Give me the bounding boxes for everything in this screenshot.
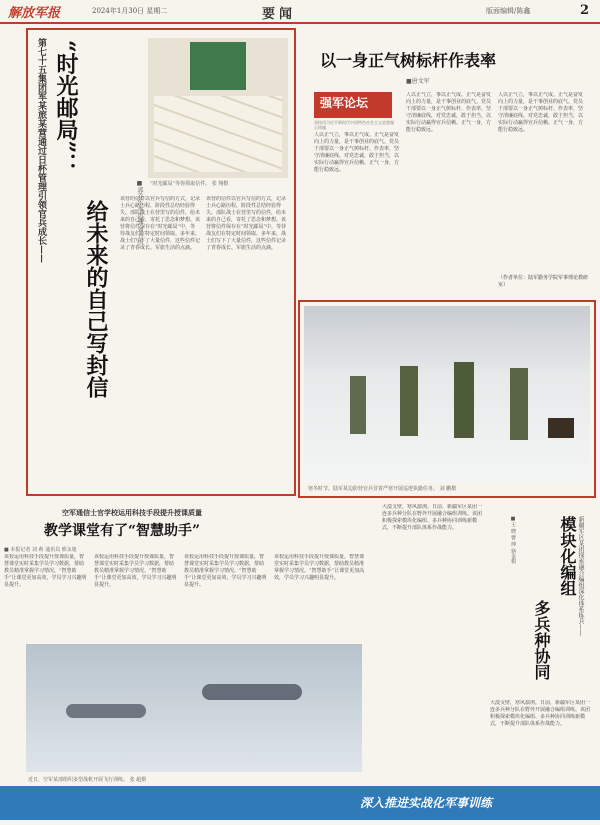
story1-photo bbox=[148, 38, 288, 178]
story4-photo-caption: 近日，空军某部组织多型战机开展飞行训练。 张 超摄 bbox=[28, 777, 147, 783]
story5-subhead: 新疆军区某团探索融合编组深化体系练兵—— bbox=[577, 516, 584, 636]
story5-body-col2: 大漠戈壁，寒风凛冽。日前，新疆军区某团一连多兵种分队在野外开展融合编组训练。该团积极探索模块化编组、多兵种协同训练新模式，不断提升部队体系作战能力。 bbox=[490, 700, 591, 727]
story1-photo-caption: “时光邮局”等你领取信件。 张 翔摄 bbox=[150, 181, 229, 187]
story1-headline-2: 给未来的自己写封信 bbox=[83, 200, 109, 398]
story2-body-col1: 人以正气立，事以正气成。正气是奋发向上的力量，是干事创业的底气。党员干部要以一身正气树标杆、作表率，坚守清廉底线，对党忠诚，敢于担当，以实际行动赢得官兵信赖。正气一身，方能行稳致远。 bbox=[314, 132, 400, 173]
story4-subhead: 空军通信士官学校运用科技手段提升授课质量 bbox=[62, 508, 202, 517]
banner-text: 深入推进实战化军事训练 bbox=[360, 796, 493, 810]
jet-2 bbox=[202, 684, 302, 700]
soldier-figure-2 bbox=[400, 366, 418, 436]
letters-image bbox=[154, 96, 282, 172]
story5-byline: ■王 晓 曹 坤 骆金根 bbox=[510, 516, 516, 564]
fighter-jets-photo bbox=[26, 644, 362, 772]
story1-body-col1: 该营的信件以官兵写信的方式，记录士兵心路历程，阶段性总结经验得失。部队战士在营里写的信件，给未来的自己看，寄托了思念和梦想。该营将信件保存在“时光邮局”中，等待战友们在特定时间领取。多年来，战士们写下了大量信件，这些信件记录了青春成长、军旅生活的点滴。 bbox=[120, 196, 200, 251]
story1-byline: ■郭乔乐 李思强 刘力杰 bbox=[136, 180, 143, 245]
story1-subhead: 第七十五集团军某旅某营通过日杯管理引领官兵成长—— bbox=[36, 38, 46, 263]
story1-body-col2: 该营的信件以官兵写信的方式，记录士兵心路历程，阶段性总结经验得失。部队战士在营里写的信件，给未来的自己看，寄托了思念和梦想。该营将信件保存在“时光邮局”中，等待战友们在特定时间领取。多年来，战士们写下了大量信件，这些信件记录了青春成长、军旅生活的点滴。 bbox=[206, 196, 287, 251]
story4-body-col2: 该校运用科技手段提升授课质量，智慧课堂实时采集学员学习数据，帮助教员精准掌握学习情况。“智慧助手”让课堂更加高效，学员学习兴趣明显提升。 bbox=[94, 554, 177, 588]
story4-byline: ■ 本报记者 刘 莉 通讯员 邢永旭 bbox=[4, 547, 77, 553]
story4-body-col1: 该校运用科技手段提升授课质量，智慧课堂实时采集学员学习数据，帮助教员精准掌握学习情况。“智慧助手”让课堂更加高效，学员学习兴趣明显提升。 bbox=[4, 554, 87, 588]
story2-author-note: （作者单位：陆军勤务学院军事理论教研室） bbox=[498, 275, 589, 288]
story2-headline: 以一身正气树标杆作表率 bbox=[320, 51, 497, 70]
story-smart-assistant bbox=[0, 500, 380, 785]
soldier-figure-4 bbox=[510, 368, 528, 440]
story5-headline-1: 模块化编组 bbox=[558, 516, 577, 596]
story-modular-groups bbox=[380, 500, 596, 785]
soldier-figure-1 bbox=[350, 376, 366, 434]
story4-headline: 教学课堂有了“智慧助手” bbox=[44, 523, 201, 539]
column-label: 强军论坛 bbox=[320, 96, 369, 110]
jet-1 bbox=[66, 704, 146, 718]
mailbox-cabinet-image bbox=[190, 42, 246, 90]
story-snow-patrol bbox=[298, 300, 596, 498]
page-editor: 版面编辑/陈鑫 bbox=[486, 7, 531, 15]
section-title: 要闻 bbox=[262, 7, 297, 22]
story4-body-col4: 该校运用科技手段提升授课质量，智慧课堂实时采集学员学习数据，帮助教员精准掌握学习情况。“智慧助手”让课堂更加高效，学员学习兴趣明显提升。 bbox=[274, 554, 365, 581]
story5-headline-2: 多兵种协同 bbox=[532, 600, 551, 680]
dog-figure bbox=[548, 418, 574, 438]
story4-body-col3: 该校运用科技手段提升授课质量，智慧课堂实时采集学员学习数据，帮助教员精准掌握学习情况。“智慧助手”让课堂更加高效，学员学习兴趣明显提升。 bbox=[184, 554, 267, 588]
story2-byline: ■唐文军 bbox=[406, 78, 430, 85]
story1-headline-1: “时光邮局”： bbox=[53, 40, 79, 176]
snow-patrol-photo bbox=[304, 306, 590, 482]
soldier-figure-3 bbox=[454, 362, 474, 438]
bottom-banner bbox=[0, 786, 600, 820]
column-sub: 坚持用习近平新时代中国特色社会主义思想凝心铸魂 bbox=[314, 120, 394, 130]
masthead bbox=[0, 0, 600, 24]
story5-body-col1: 大漠戈壁，寒风凛冽。日前，新疆军区某团一连多兵种分队在野外开展融合编组训练。该团积极探索模块化编组、多兵种协同训练新模式，不断提升部队体系作战能力。 bbox=[382, 504, 483, 531]
issue-date: 2024年1月30日 星期二 bbox=[92, 7, 168, 15]
page-number: 2 bbox=[580, 3, 590, 18]
story-integrity bbox=[302, 28, 598, 298]
paper-logo: 解放军报 bbox=[8, 6, 61, 21]
column-label-box bbox=[314, 92, 392, 118]
story2-body-col2: 人以正气立，事以正气成。正气是奋发向上的力量，是干事创业的底气。党员干部要以一身正气树标杆、作表率，坚守清廉底线，对党忠诚，敢于担当，以实际行动赢得官兵信赖。正气一身，方能行稳致远。 bbox=[406, 92, 492, 133]
story3-photo-caption: 寒冬时节，陆军某边防营官兵冒着严寒开展巡逻执勤任务。 刘 鹏摄 bbox=[308, 486, 457, 492]
story2-body-col3: 人以正气立，事以正气成。正气是奋发向上的力量，是干事创业的底气。党员干部要以一身正气树标杆、作表率，坚守清廉底线，对党忠诚，敢于担当，以实际行动赢得官兵信赖。正气一身，方能行稳致远。 bbox=[498, 92, 584, 133]
story-time-post-office bbox=[26, 28, 296, 496]
